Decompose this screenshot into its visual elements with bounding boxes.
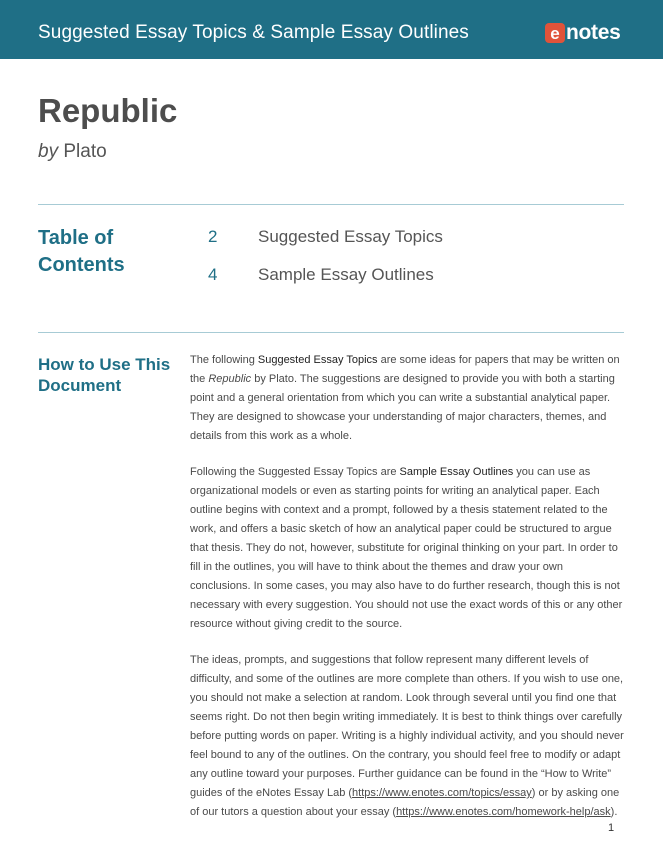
enotes-logo[interactable] [545,21,621,45]
toc-item-page: 4 [208,265,218,284]
text-run: The ideas, prompts, and suggestions that follow represent many different levels of difficulty, and some of the outlines are more complete than others. If you wish to use one, you should not make a selection at random. Look through several until you find one that seems right. Do not then begin writing immediately. It is best to think things over carefully before putting words on paper. Writing is a highly individual activity, and you should never feel bound to any of the outlines. On the contrary, you should feel free to modify or adapt any outline toward your purposes. Further guidance can be found in the “How to Write” guides of the eNotes Essay Lab ( [190,654,624,799]
toc-item-page: 2 [208,227,218,246]
toc-heading: Table of Contents [38,227,125,276]
text-run: The following [190,354,258,366]
toc-item-label: Sample Essay Outlines [258,265,434,284]
paragraph [190,651,625,822]
text-run: Following the Suggested Essay Topics are [190,466,400,478]
text-run: you can use as organizational models or even as starting points for writing an analytical paper. Each outline begins with context and a prompt, followed by a thesis statement related to the work, and offers a basic sketch of how an analytical paper could be structured to argue that thesis. They do not, however, substitute for original thinking on your part. In order to fill in the outlines, you will have to think about the themes and draw your own conclusions. In some cases, you may also have to do further research, though this is not necessary with every suggestion. You should not use the exact words of this or any other resource without giving credit to the source. [190,466,623,630]
section-divider [38,204,624,205]
header-bar [0,0,663,59]
paragraph [190,463,625,634]
how-to-heading: How to Use This Document [38,355,171,395]
toc-item-label: Suggested Essay Topics [258,227,443,246]
emphasis-sample-outlines: Sample Essay Outlines [399,466,514,478]
byline-by: by [38,141,59,162]
work-title: Republic [208,373,252,385]
text-run: by Plato. The suggestions are designed to provide you with both a starting point and a general orientation from which you can write a substantial analytical paper. They are designed to showcase your understanding of major characters, themes, and details from this work as a whole. [190,373,615,442]
text-run: ). [610,806,618,818]
paragraph [190,351,625,446]
essay-lab-link[interactable]: https://www.enotes.com/topics/essay [352,787,532,799]
section-divider [38,332,624,333]
emphasis-suggested-topics: Suggested Essay Topics [257,354,378,366]
text-run: ) or by asking one of our tutors a question about your essay ( [190,787,620,818]
homework-help-link[interactable]: https://www.enotes.com/homework-help/ask [396,806,611,818]
document-title: Republic [38,92,178,129]
how-to-body [190,351,625,839]
page-number: 1 [608,822,615,834]
header-title: Suggested Essay Topics & Sample Essay Outlines [38,22,469,43]
author-name: Plato [63,141,107,162]
text-run: are some ideas for papers that may be written on the [190,354,620,385]
enotes-logo-icon: e [545,23,565,43]
enotes-logo-text: notes [566,21,621,44]
byline [38,141,107,163]
